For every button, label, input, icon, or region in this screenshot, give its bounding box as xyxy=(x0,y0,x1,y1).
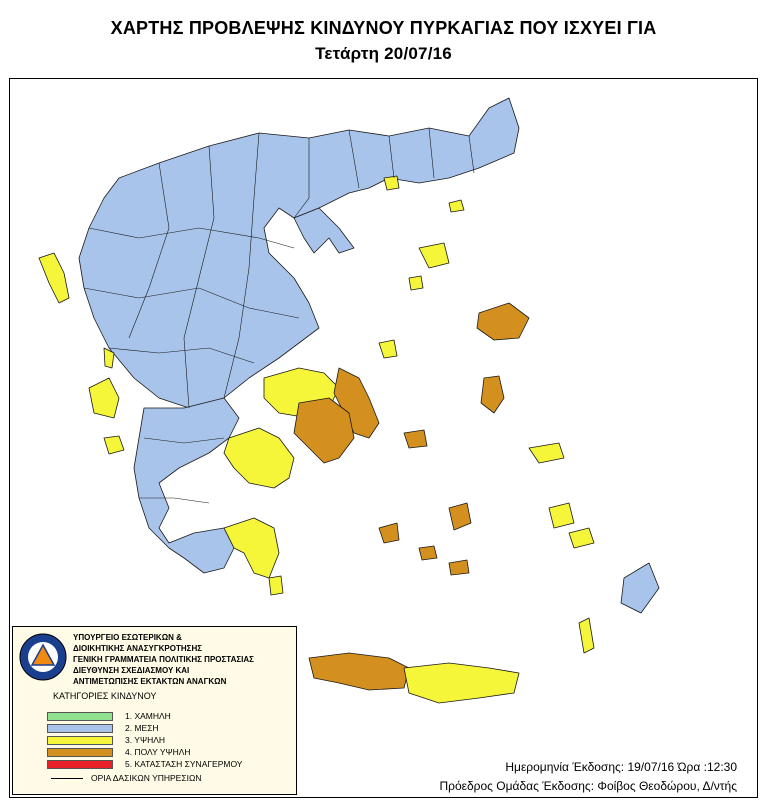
island-corfu xyxy=(39,253,69,303)
island-karpathos xyxy=(579,618,594,653)
region-crete-east xyxy=(404,663,519,703)
org-line: ΑΝΤΙΜΕΤΩΠΙΣΗΣ ΕΚΤΑΚΤΩΝ ΑΝΑΓΚΩΝ xyxy=(73,677,227,686)
legend-item-very-high xyxy=(47,748,277,757)
island-cyclades-a xyxy=(379,523,399,543)
map-title: ΧΑΡΤΗΣ ΠΡΟΒΛΕΨΗΣ ΚΙΝΔΥΝΟΥ ΠΥΡΚΑΓΙΑΣ ΠΟΥ ΙΣΧΥΕΙ ΓΙΑ xyxy=(110,18,657,38)
legend-label: 3. ΥΨΗΛΗ xyxy=(125,735,166,745)
organization-block xyxy=(73,632,254,687)
island-skyros xyxy=(409,276,423,290)
civil-protection-seal-icon xyxy=(18,632,68,682)
island-dodecanese-a xyxy=(549,503,574,528)
org-line: ΔΙΟΙΚΗΤΙΚΗΣ ΑΝΑΣΥΓΚΡΟΤΗΣΗΣ xyxy=(73,644,203,653)
island-samothrace xyxy=(449,200,464,212)
island-kythira xyxy=(269,576,283,595)
island-skiathos xyxy=(379,340,397,358)
legend-item-low xyxy=(47,712,277,721)
issue-author: Πρόεδρος Ομάδας Έκδοσης: Φοίβος Θεοδώρου, Δ/ντής xyxy=(439,779,737,793)
legend-swatch xyxy=(47,712,113,721)
island-cyclades-b xyxy=(419,546,437,560)
legend-swatch xyxy=(47,724,113,733)
legend-label: 1. ΧΑΜΗΛΗ xyxy=(125,711,171,721)
issue-date: Ημερομηνία Έκδοσης: 19/07/16 Ώρα :12:30 xyxy=(505,760,737,774)
region-west-greece xyxy=(134,398,239,573)
org-line: ΥΠΟΥΡΓΕΙΟ ΕΣΩΤΕΡΙΚΩΝ & xyxy=(73,633,182,642)
legend-panel xyxy=(12,626,297,795)
island-zakynthos xyxy=(104,436,124,454)
legend-item-medium xyxy=(47,724,277,733)
legend-swatch xyxy=(47,736,113,745)
legend-title: ΚΑΤΗΓΟΡΙΕΣ ΚΙΝΔΥΝΟΥ xyxy=(53,691,157,701)
legend-label: 5. ΚΑΤΑΣΤΑΣΗ ΣΥΝΑΓΕΡΜΟΥ xyxy=(125,759,243,769)
island-samos xyxy=(529,443,564,463)
region-chalkidiki xyxy=(294,208,354,253)
legend-item-high xyxy=(47,736,277,745)
region-crete-west xyxy=(309,653,409,690)
region-attica-high xyxy=(224,428,294,488)
island-andros xyxy=(404,430,427,448)
legend-swatch xyxy=(47,760,113,769)
island-chios xyxy=(481,376,504,413)
island-kefalonia xyxy=(89,378,119,418)
boundary-line-sample xyxy=(51,778,83,779)
legend-item-alert xyxy=(47,760,277,769)
island-lemnos xyxy=(419,243,449,268)
legend-label: 4. ΠΟΛΥ ΥΨΗΛΗ xyxy=(125,747,191,757)
boundary-label: ΟΡΙΑ ΔΑΣΙΚΩΝ ΥΠΗΡΕΣΙΩΝ xyxy=(91,773,202,783)
island-thasos xyxy=(384,176,399,190)
region-mainland-north xyxy=(79,98,519,408)
island-cyclades-c xyxy=(449,560,469,575)
island-dodecanese-b xyxy=(569,528,594,548)
island-lesvos xyxy=(477,303,529,340)
org-line: ΓΕΝΙΚΗ ΓΡΑΜΜΑΤΕΙΑ ΠΟΛΙΤΙΚΗΣ ΠΡΟΣΤΑΣΙΑΣ xyxy=(73,655,254,664)
island-naxos xyxy=(449,503,471,530)
island-rhodes xyxy=(621,563,659,613)
legend-swatch xyxy=(47,748,113,757)
legend-label: 2. ΜΕΣΗ xyxy=(125,723,159,733)
org-line: ΔΙΕΥΘΥΝΣΗ ΣΧΕΔΙΑΣΜΟΥ ΚΑΙ xyxy=(73,666,190,675)
map-date: Τετάρτη 20/07/16 xyxy=(315,44,452,63)
